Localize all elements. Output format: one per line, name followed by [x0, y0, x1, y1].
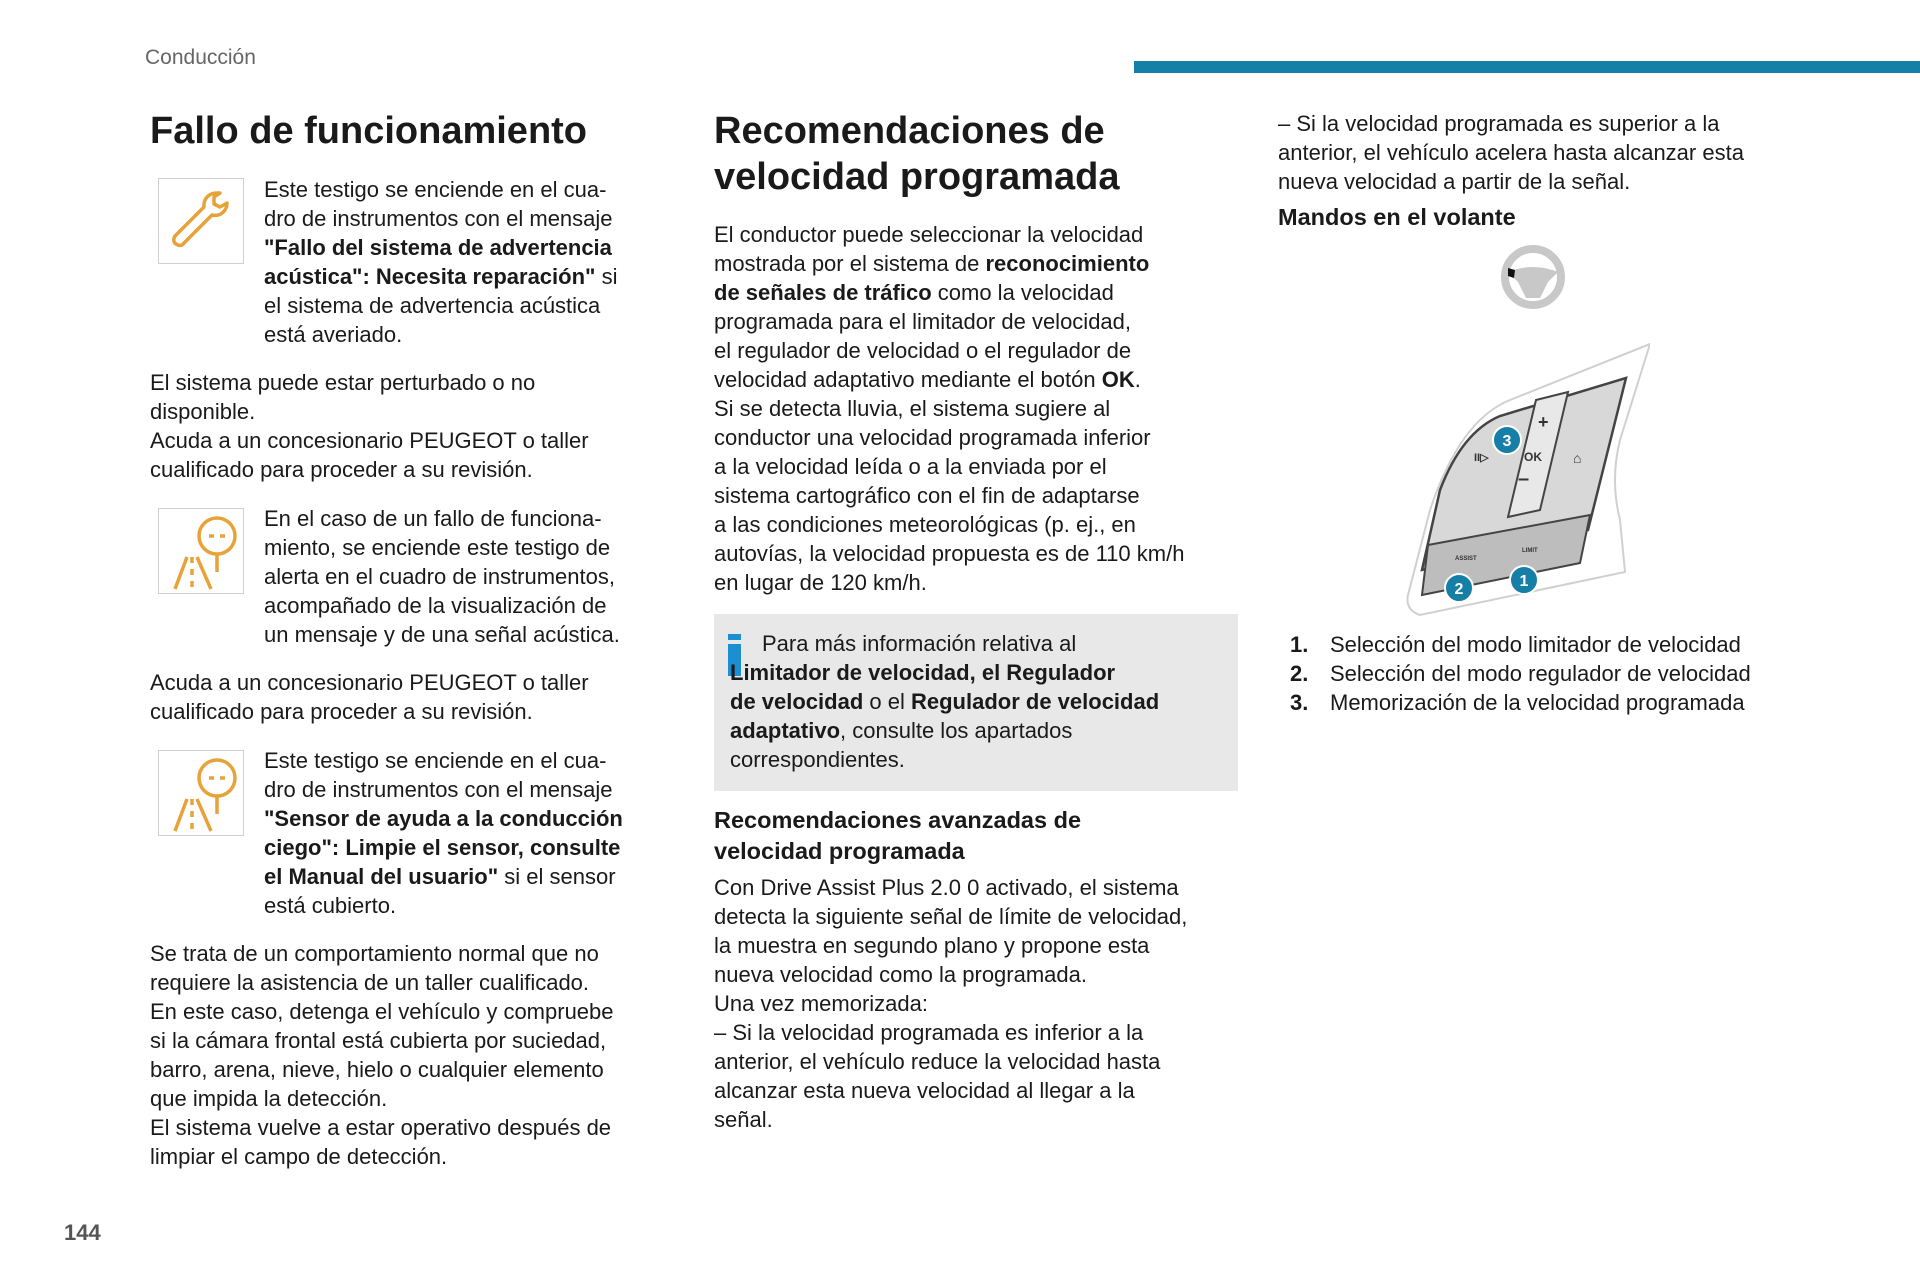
bold-text: OK	[1101, 367, 1135, 392]
text-run: Con Drive Assist Plus 2.0 0 activado, el sistema detecta la siguiente señal de límite de velocidad, la muestra en segundo plano y propone esta nueva velocidad como la programada. Una vez memorizada: – Si la velocidad programada es inferior a la anterior, el vehículo reduce la velocidad hasta alcanzar esta nueva velocidad al llegar a la señal.	[714, 875, 1188, 1132]
bold-text: "Fallo del sistema de advertencia acústica": Necesita reparación"	[264, 235, 612, 289]
paragraph	[714, 873, 1187, 1134]
callout-1: 1	[1519, 573, 1529, 590]
steering-wheel-icon	[1498, 244, 1568, 315]
text-run: Este testigo se enciende en el cua- dro de instrumentos con el mensaje	[264, 177, 613, 231]
text-run: . Si se detecta lluvia, el sistema sugiere al conductor una velocidad programada inferior a la velocidad leída o a la enviada por el sistema cartográfico con el fin de adaptarse a las condiciones meteorológicas (p. ej., en autovías, la velocidad propuesta es de 110 km/h en lugar de 120 km/h.	[714, 367, 1185, 595]
text-run: El conductor puede seleccionar la velocidad mostrada por el sistema de	[714, 222, 1144, 276]
paragraph	[264, 746, 623, 920]
numbered-list	[1290, 630, 1751, 717]
list-text: Selección del modo limitador de velocidad	[1330, 632, 1741, 657]
text-run: , consulte los apartados correspondientes.	[730, 718, 1073, 772]
list-text: Memorización de la velocidad programada	[1330, 690, 1745, 715]
bold-text: Limitador de velocidad, el Regulador de velocidad	[730, 660, 1116, 714]
text-run: si el sistema de advertencia acústica está averiado.	[264, 264, 618, 347]
page-number: 144	[64, 1220, 101, 1245]
bold-text: reconocimiento de señales de tráfico	[714, 251, 1150, 305]
text-run: si el sensor está cubierto.	[264, 864, 616, 918]
paragraph	[264, 504, 620, 649]
steering-controls-figure	[1400, 340, 1650, 625]
subsection-title: Mandos en el volante	[1278, 204, 1516, 230]
text-run: – Si la velocidad programada es superior a la anterior, el vehículo acelera hasta alcanzar esta nueva velocidad a partir de la señal.	[1278, 111, 1744, 194]
paragraph	[714, 220, 1184, 597]
callout-2: 2	[1454, 581, 1464, 598]
svg-text:⌂: ⌂	[1573, 450, 1582, 466]
list-item	[1290, 630, 1751, 659]
text-run: Para más información relativa al	[762, 631, 1077, 656]
list-text: Selección del modo regulador de velocidad	[1330, 661, 1751, 686]
section-title: Fallo de funcionamiento	[150, 110, 588, 152]
text-run: El sistema puede estar perturbado o no disponible. Acuda a un concesionario PEUGEOT o taller cualificado para proceder a su revisión.	[150, 370, 589, 482]
road-sign-camera-icon	[158, 508, 244, 594]
text-run: como la velocidad programada para el limitador de velocidad, el regulador de velocidad o el regulador de velocidad adaptativo mediante el botón	[714, 280, 1132, 392]
text-run: Acuda a un concesionario PEUGEOT o taller cualificado para proceder a su revisión.	[150, 670, 589, 724]
ok-button-label: OK	[1524, 450, 1542, 464]
text-run: En el caso de un fallo de funciona- miento, se enciende este testigo de alerta en el cuadro de instrumentos, acompañado de la visualización de un mensaje y de una señal acústica.	[264, 506, 620, 647]
list-number: 3.	[1290, 690, 1309, 715]
info-box	[714, 614, 1238, 791]
limit-button-label: LIMIT	[1522, 548, 1538, 554]
paragraph	[150, 368, 589, 484]
paragraph	[264, 175, 617, 349]
section-header: Conducción	[145, 46, 256, 69]
road-sign-camera-icon	[158, 750, 244, 836]
assist-button-label: ASSIST	[1455, 556, 1477, 562]
paragraph	[150, 939, 614, 1171]
svg-text:+: +	[1538, 412, 1549, 432]
list-item	[1290, 659, 1751, 688]
list-number: 1.	[1290, 632, 1309, 657]
accent-bar	[1134, 61, 1920, 73]
info-text	[730, 629, 1159, 774]
bold-text: "Sensor de ayuda a la conducción ciego": Limpie el sensor, consulte el Manual del usuario"	[264, 806, 623, 889]
section-title: Recomendaciones de velocidad programada	[714, 110, 1120, 198]
svg-text:–: –	[1518, 468, 1530, 490]
subsection-title: Recomendaciones avanzadas de velocidad programada	[714, 807, 1082, 864]
paragraph	[150, 668, 589, 726]
text-run: o el	[863, 689, 911, 714]
svg-text:II▷: II▷	[1474, 452, 1489, 464]
list-item	[1290, 688, 1751, 717]
list-number: 2.	[1290, 661, 1309, 686]
text-run: Este testigo se enciende en el cua- dro de instrumentos con el mensaje	[264, 748, 613, 802]
text-run: Se trata de un comportamiento normal que no requiere la asistencia de un taller cualificado. En este caso, detenga el vehículo y compruebe si la cámara frontal está cubierta por suciedad, barro, arena, nieve, hielo o cualquier elemento que impida la detección. El sistema vuelve a estar operativo después de limpiar el campo de detección.	[150, 941, 614, 1169]
callout-3: 3	[1502, 433, 1512, 450]
paragraph	[1278, 109, 1744, 196]
wrench-icon	[158, 178, 244, 264]
bold-text: Regulador de velocidad adaptativo	[730, 689, 1160, 743]
